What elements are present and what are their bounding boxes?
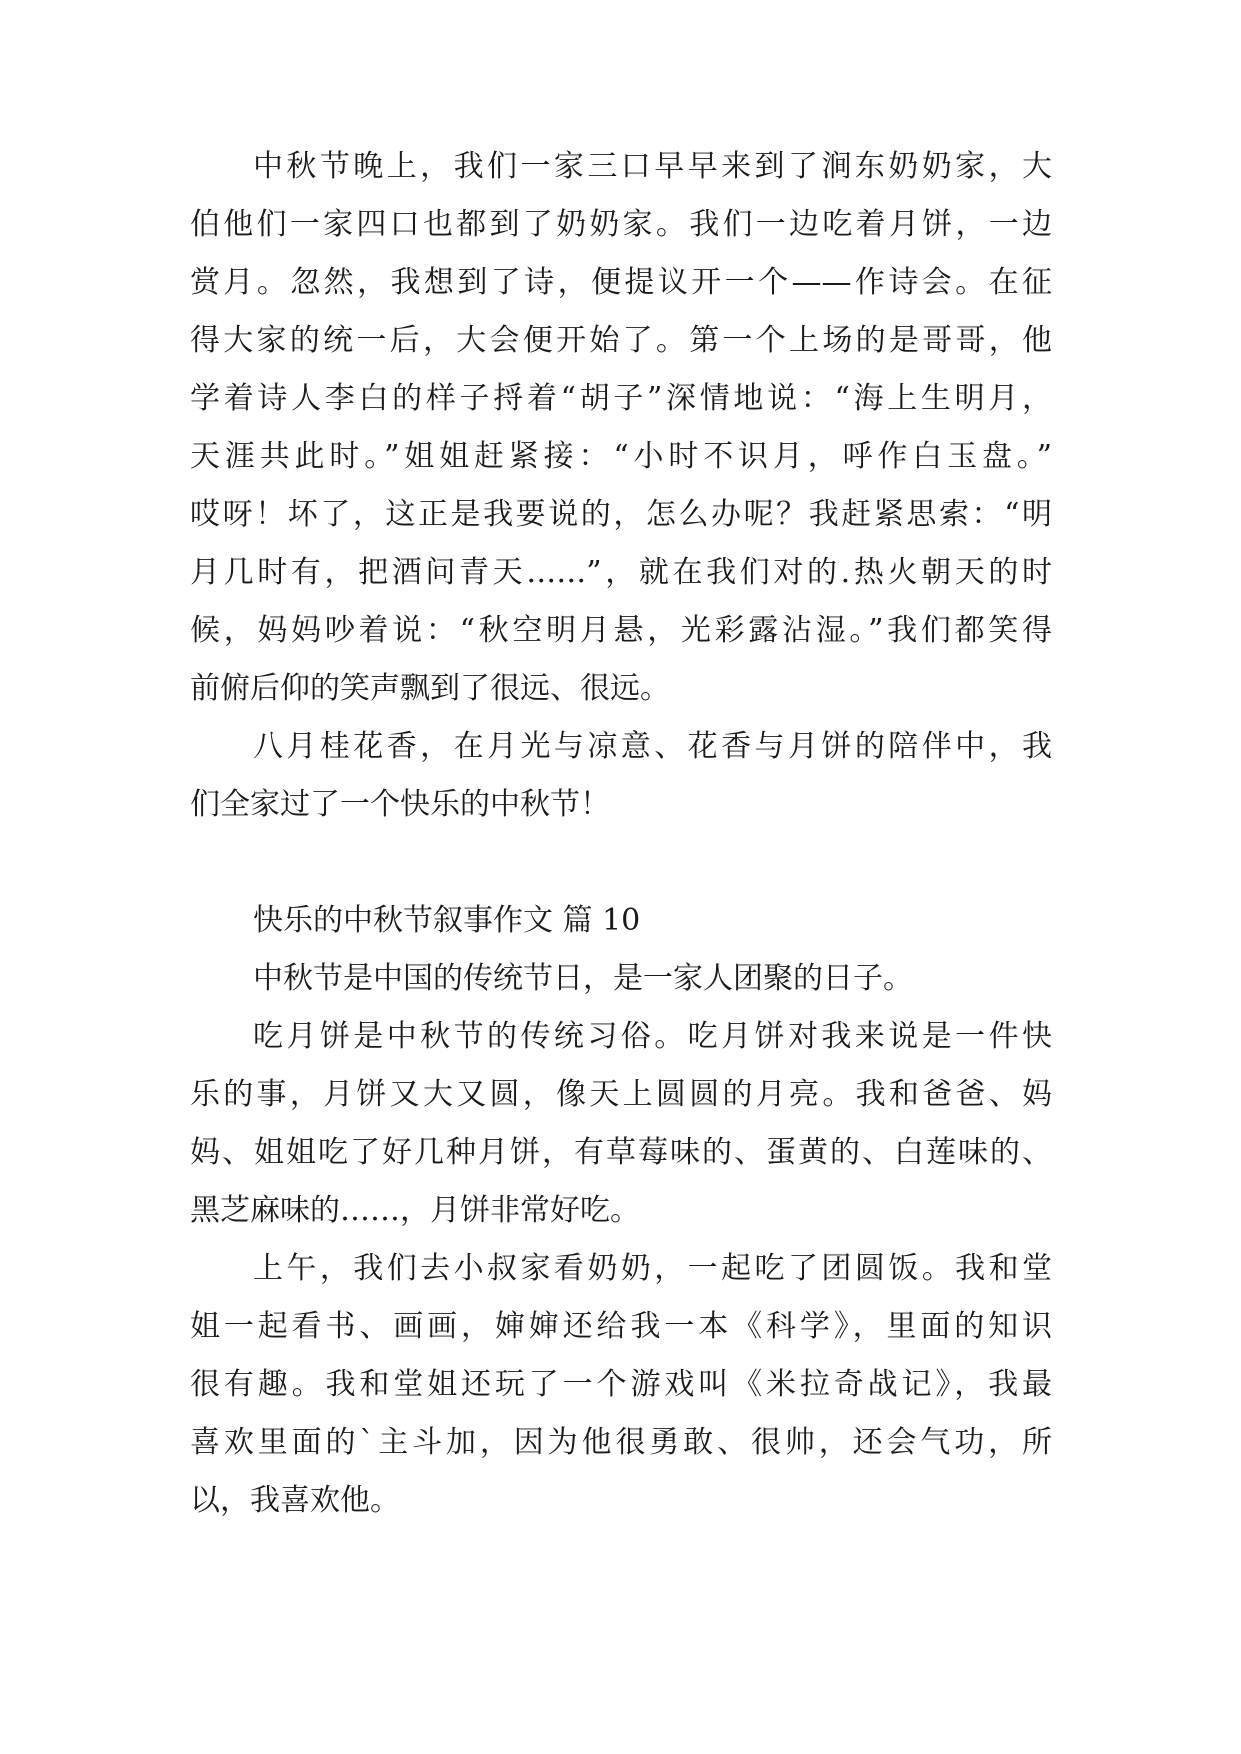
text-line: 学着诗人李白的样子捋着“胡子”深情地说：“海上生明月， bbox=[190, 381, 1052, 416]
text-line: 前俯后仰的笑声飘到了很远、很远。 bbox=[190, 671, 670, 706]
text-line: 中秋节是中国的传统节日，是一家人团聚的日子。 bbox=[253, 961, 913, 996]
text-line: 八月桂花香，在月光与凉意、花香与月饼的陪伴中，我 bbox=[253, 729, 1052, 764]
text-line: 很有趣。我和堂姐还玩了一个游戏叫《米拉奇战记》，我最 bbox=[190, 1367, 1052, 1402]
text-line: 以，我喜欢他。 bbox=[190, 1483, 400, 1518]
text-line: 黑芝麻味的……，月饼非常好吃。 bbox=[190, 1193, 640, 1228]
text-line: 伯他们一家四口也都到了奶奶家。我们一边吃着月饼，一边 bbox=[190, 207, 1052, 242]
text-line: 妈、姐姐吃了好几种月饼，有草莓味的、蛋黄的、白莲味的、 bbox=[190, 1135, 1052, 1170]
text-line: 候，妈妈吵着说：“秋空明月悬，光彩露沾湿。”我们都笑得 bbox=[190, 613, 1052, 648]
text-line: 姐一起看书、画画，婶婶还给我一本《科学》，里面的知识 bbox=[190, 1309, 1052, 1344]
text-line: 喜欢里面的`主斗加，因为他很勇敢、很帅，还会气功，所 bbox=[190, 1425, 1052, 1460]
text-line: 中秋节晚上，我们一家三口早早来到了涧东奶奶家，大 bbox=[253, 149, 1052, 184]
text-line: 上午，我们去小叔家看奶奶，一起吃了团圆饭。我和堂 bbox=[253, 1251, 1052, 1286]
text-line: 吃月饼是中秋节的传统习俗。吃月饼对我来说是一件快 bbox=[253, 1019, 1052, 1054]
text-line: 哎呀！坏了，这正是我要说的，怎么办呢？我赶紧思索：“明 bbox=[190, 497, 1052, 532]
text-line: 月几时有，把酒问青天……”，就在我们对的.热火朝天的时 bbox=[190, 555, 1052, 590]
text-line: 得大家的统一后，大会便开始了。第一个上场的是哥哥，他 bbox=[190, 323, 1052, 358]
text-line: 天涯共此时。”姐姐赶紧接：“小时不识月，呼作白玉盘。” bbox=[190, 439, 1052, 474]
text-line: 赏月。忽然，我想到了诗，便提议开一个——作诗会。在征 bbox=[190, 265, 1052, 300]
text-line: 们全家过了一个快乐的中秋节！ bbox=[190, 787, 610, 822]
text-line: 乐的事，月饼又大又圆，像天上圆圆的月亮。我和爸爸、妈 bbox=[190, 1077, 1052, 1112]
essay-heading: 快乐的中秋节叙事作文 篇 10 bbox=[253, 903, 641, 938]
